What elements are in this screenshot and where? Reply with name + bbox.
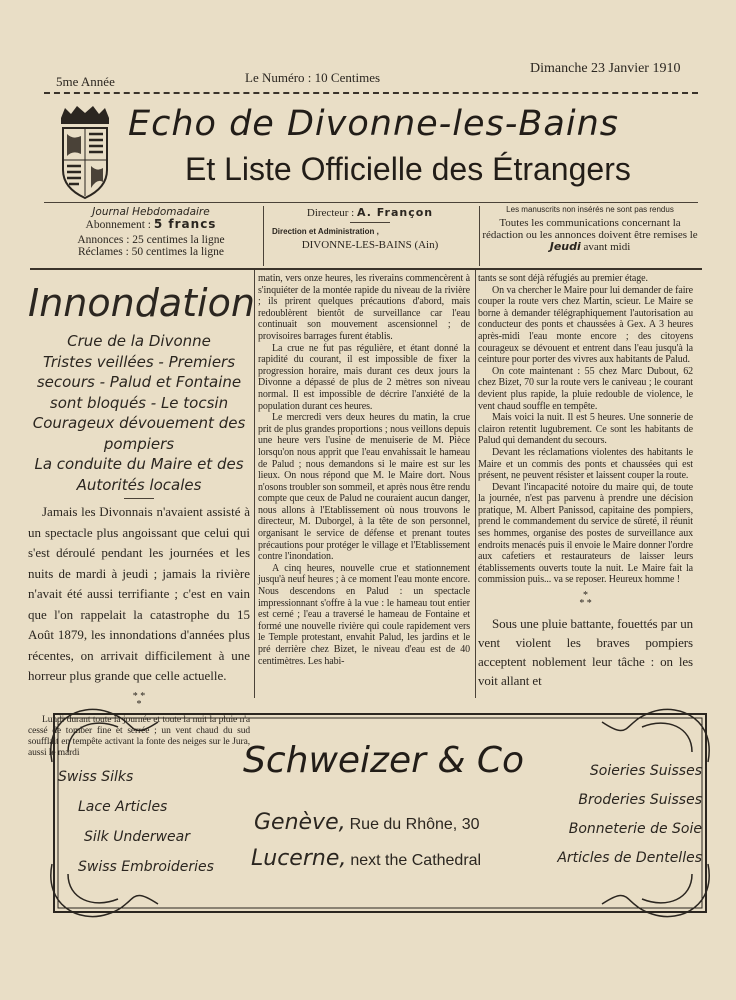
column-divider bbox=[475, 270, 476, 698]
product-item: Broderies Suisses bbox=[578, 792, 702, 808]
separator-stars: * * * bbox=[132, 690, 146, 710]
city-name: Lucerne, bbox=[251, 846, 347, 871]
company-name: Schweizer & Co bbox=[243, 740, 525, 781]
body-paragraph: Devant l'incapacité notoire du maire qui, de toute la journée, n'est pas parvenu à prendre une décision pratique, M. Albert Panissod, capitaine des pompiers, prend le commandement du service de sûreté, il réunit ses hommes, organise des postes de surveillance aux endroits menacés puis il envoie le Maire donner l'ordre aux cafetiers et restaurateurs de laisser leurs établissements ouverts toute la nuit. Le Maire fait la commission puis... va se reposer. Heureux homme ! bbox=[478, 481, 693, 586]
subscription-box bbox=[44, 206, 258, 258]
product-item: Articles de Dentelles bbox=[557, 850, 702, 866]
divider bbox=[44, 202, 698, 203]
subhead: Courageux dévouement des pompiers bbox=[32, 414, 246, 453]
body-paragraph: matin, vers onze heures, les riverains commencèrent à s'inquiéter de la montée rapide du niveau de la rivière ; ils prirent quelques précautions d'abord, mais redoublèrent bientôt de surveillance car l'eau continuait son mouvement ascensionnel ; de provisoires barrages furent établis. bbox=[258, 273, 470, 342]
deadline-time: avant midi bbox=[583, 241, 631, 253]
director-box bbox=[266, 206, 474, 251]
divider bbox=[263, 206, 264, 266]
article-column-3 bbox=[478, 273, 693, 690]
body-paragraph: tants se sont déjà réfugiés au premier étage. bbox=[478, 273, 648, 284]
deadline-day: Jeudi bbox=[549, 240, 581, 253]
product-item: Swiss Embroideries bbox=[78, 859, 214, 875]
divider bbox=[350, 222, 390, 223]
newspaper-title: Echo de Divonne-les-Bains bbox=[128, 104, 620, 144]
address-geneve bbox=[254, 810, 479, 835]
article-subheads bbox=[28, 331, 250, 495]
lead-paragraph: Jamais les Divonnais n'avaient assisté à un spectacle plus angoissant que celui qui s'est déroulé pendant les journées et les nuits de mardi à jeudi ; jamais la rivière n'avait été aussi terrifiante ; c'est en vain que l'on rappelait la catastrophe du 15 Août 1879, les innondations d'années plus récentes, on arrivait difficilement à une horreur plus grande que celle actuelle. bbox=[28, 504, 250, 683]
product-item: Bonneterie de Soie bbox=[568, 821, 702, 837]
body-paragraph: Mais voici la nuit. Il est 5 heures. Une sonnerie de clairon retentit lugubrement. Ce sont les habitants de Palud qui demandent du secours. bbox=[478, 412, 693, 447]
body-paragraph: Lundi durant toute la journée et toute la nuit la pluie n'a cessé de tomber fine et serrée ; un vent chaud du sud soufflait en tempête activant la fonte des neiges sur le Jura, aussi le mardi bbox=[28, 714, 250, 758]
divider bbox=[124, 498, 154, 499]
product-item: Lace Articles bbox=[78, 799, 168, 815]
address: next the Cathedral bbox=[350, 852, 482, 869]
divider bbox=[30, 268, 702, 270]
notice-box bbox=[482, 205, 698, 253]
weekly-label: Journal Hebdomadaire bbox=[92, 206, 210, 218]
column-divider bbox=[254, 270, 255, 698]
subhead: Crue de la Divonne bbox=[67, 332, 211, 350]
body-paragraph: On cote maintenant : 55 chez Marc Dubout, 62 chez Bizet, 70 sur la route vers le caniveau ; le courant devient plus rapide, la pluie redouble de violence, le vent chaud souffle en tempête. bbox=[478, 365, 693, 412]
body-paragraph: A cinq heures, nouvelle crue et stationnement jusqu'à neuf heures ; à ce moment l'eau monte encore. Nous descendons en Palud : un spectacle impressionnant s'offre à la vue : le hameau tout entier est cerné ; l'eau a traversé le hameau de Fontaine et formé une nouvelle rivière qui coule rapidement vers le Temple protestant, envahit Palud, les jardins et le pré derrière chez Bizet, le niveau d'eau est de 40 centimètres. Les habi- bbox=[258, 562, 470, 667]
body-paragraph: La crue ne fut pas régulière, et étant donné la rapidité du courant, il est impossible de fixer la progression horaire, mais durant ces deux jours la Divonne a dépassé de plus de 2 mètres son niveau normal. Il est impossible de décrire l'anxiété de la population durant ces heures. bbox=[258, 342, 470, 412]
admin-place: DIVONNE-LES-BAINS (Ain) bbox=[301, 239, 439, 251]
left-products bbox=[58, 762, 214, 882]
coat-of-arms-logo bbox=[55, 104, 115, 200]
subscription-price: 5 francs bbox=[153, 217, 217, 231]
city-name: Genève, bbox=[254, 810, 346, 835]
manuscripts-notice: Les manuscrits non insérés ne sont pas rendus bbox=[506, 205, 674, 214]
director-label: Directeur : bbox=[306, 207, 355, 219]
communications-notice: Toutes les communications concernant la rédaction ou les annonces doivent être remises le bbox=[482, 217, 698, 241]
body-paragraph-large: Sous une pluie battante, fouettés par un vent violent les braves pompiers acceptent noblement leur tâche : on les voit allant et bbox=[478, 616, 693, 689]
issue-date: Dimanche 23 Janvier 1910 bbox=[530, 61, 681, 76]
subhead: Tristes veillées - Premiers secours - Palud et Fontaine sont bloqués - Le tocsin bbox=[36, 352, 242, 412]
price-label: Le Numéro : 10 Centimes bbox=[245, 70, 381, 85]
subhead: La conduite du Maire et des Autorités locales bbox=[34, 455, 244, 494]
right-products bbox=[557, 757, 702, 873]
separator-stars: * * * bbox=[579, 590, 592, 610]
promo-rate: Réclames : 50 centimes la ligne bbox=[78, 246, 224, 258]
year-label: 5me Année bbox=[56, 74, 115, 89]
address: Rue du Rhône, 30 bbox=[349, 816, 480, 833]
newspaper-subtitle: Et Liste Officielle des Étrangers bbox=[185, 151, 631, 187]
product-item: Silk Underwear bbox=[84, 829, 190, 845]
director-name: A. Françon bbox=[356, 206, 434, 219]
divider bbox=[44, 92, 698, 94]
product-item: Swiss Silks bbox=[58, 769, 134, 785]
body-paragraph: Le mercredi vers deux heures du matin, la crue prit de plus grandes proportions ; nous veillons depuis une heure vers l'usine de menuiserie de M. Pièce lorsqu'on nous apprit que l'eau envahissait le hameau de Palud ; nous demandons si le maire est sur les lieux. On nous répond que M. le Maire dort. Nous n'osons troubler son sommeil, et après nous être rendu compte que ceux de Palud ne couraient aucun danger, nous allons à l'Etablissement où nous trouvons le directeur, M. Duborgel, à la tête de son personnel, organisant le service de défense et prenant toutes précautions pour protéger le village et l'Etablissement contre l'inondation. bbox=[258, 412, 470, 563]
body-paragraph: On va chercher le Maire pour lui demander de faire couper la route vers chez Martin, scieur. Le Maire se borne à demander télégraphiquement l'autorisation au conducteur des ponts et chaussées à Gex. A 3 heures après-midi l'eau monte encore ; des citoyens courageux se dévouent et entrent dans l'eau jusqu'à la ceinture pour porter des vivres aux habitants de Palud. bbox=[478, 284, 693, 366]
article-headline: Innondation bbox=[28, 281, 255, 325]
product-item: Soieries Suisses bbox=[589, 763, 702, 779]
article-column-1 bbox=[28, 278, 255, 759]
body-paragraph: Devant les réclamations violentes des habitants le Maire et un commis des ponts et chaussées qui est présent, ne peuvent résister et laissent couper la route. bbox=[478, 446, 693, 482]
ads-rate: Annonces : 25 centimes la ligne bbox=[77, 234, 225, 246]
admin-label: Direction et Administration , bbox=[272, 227, 379, 236]
advertisement bbox=[48, 702, 712, 924]
divider bbox=[479, 206, 480, 266]
article-column-2 bbox=[258, 273, 470, 667]
subscription-label: Abonnement : bbox=[85, 219, 152, 231]
address-lucerne bbox=[251, 846, 481, 871]
